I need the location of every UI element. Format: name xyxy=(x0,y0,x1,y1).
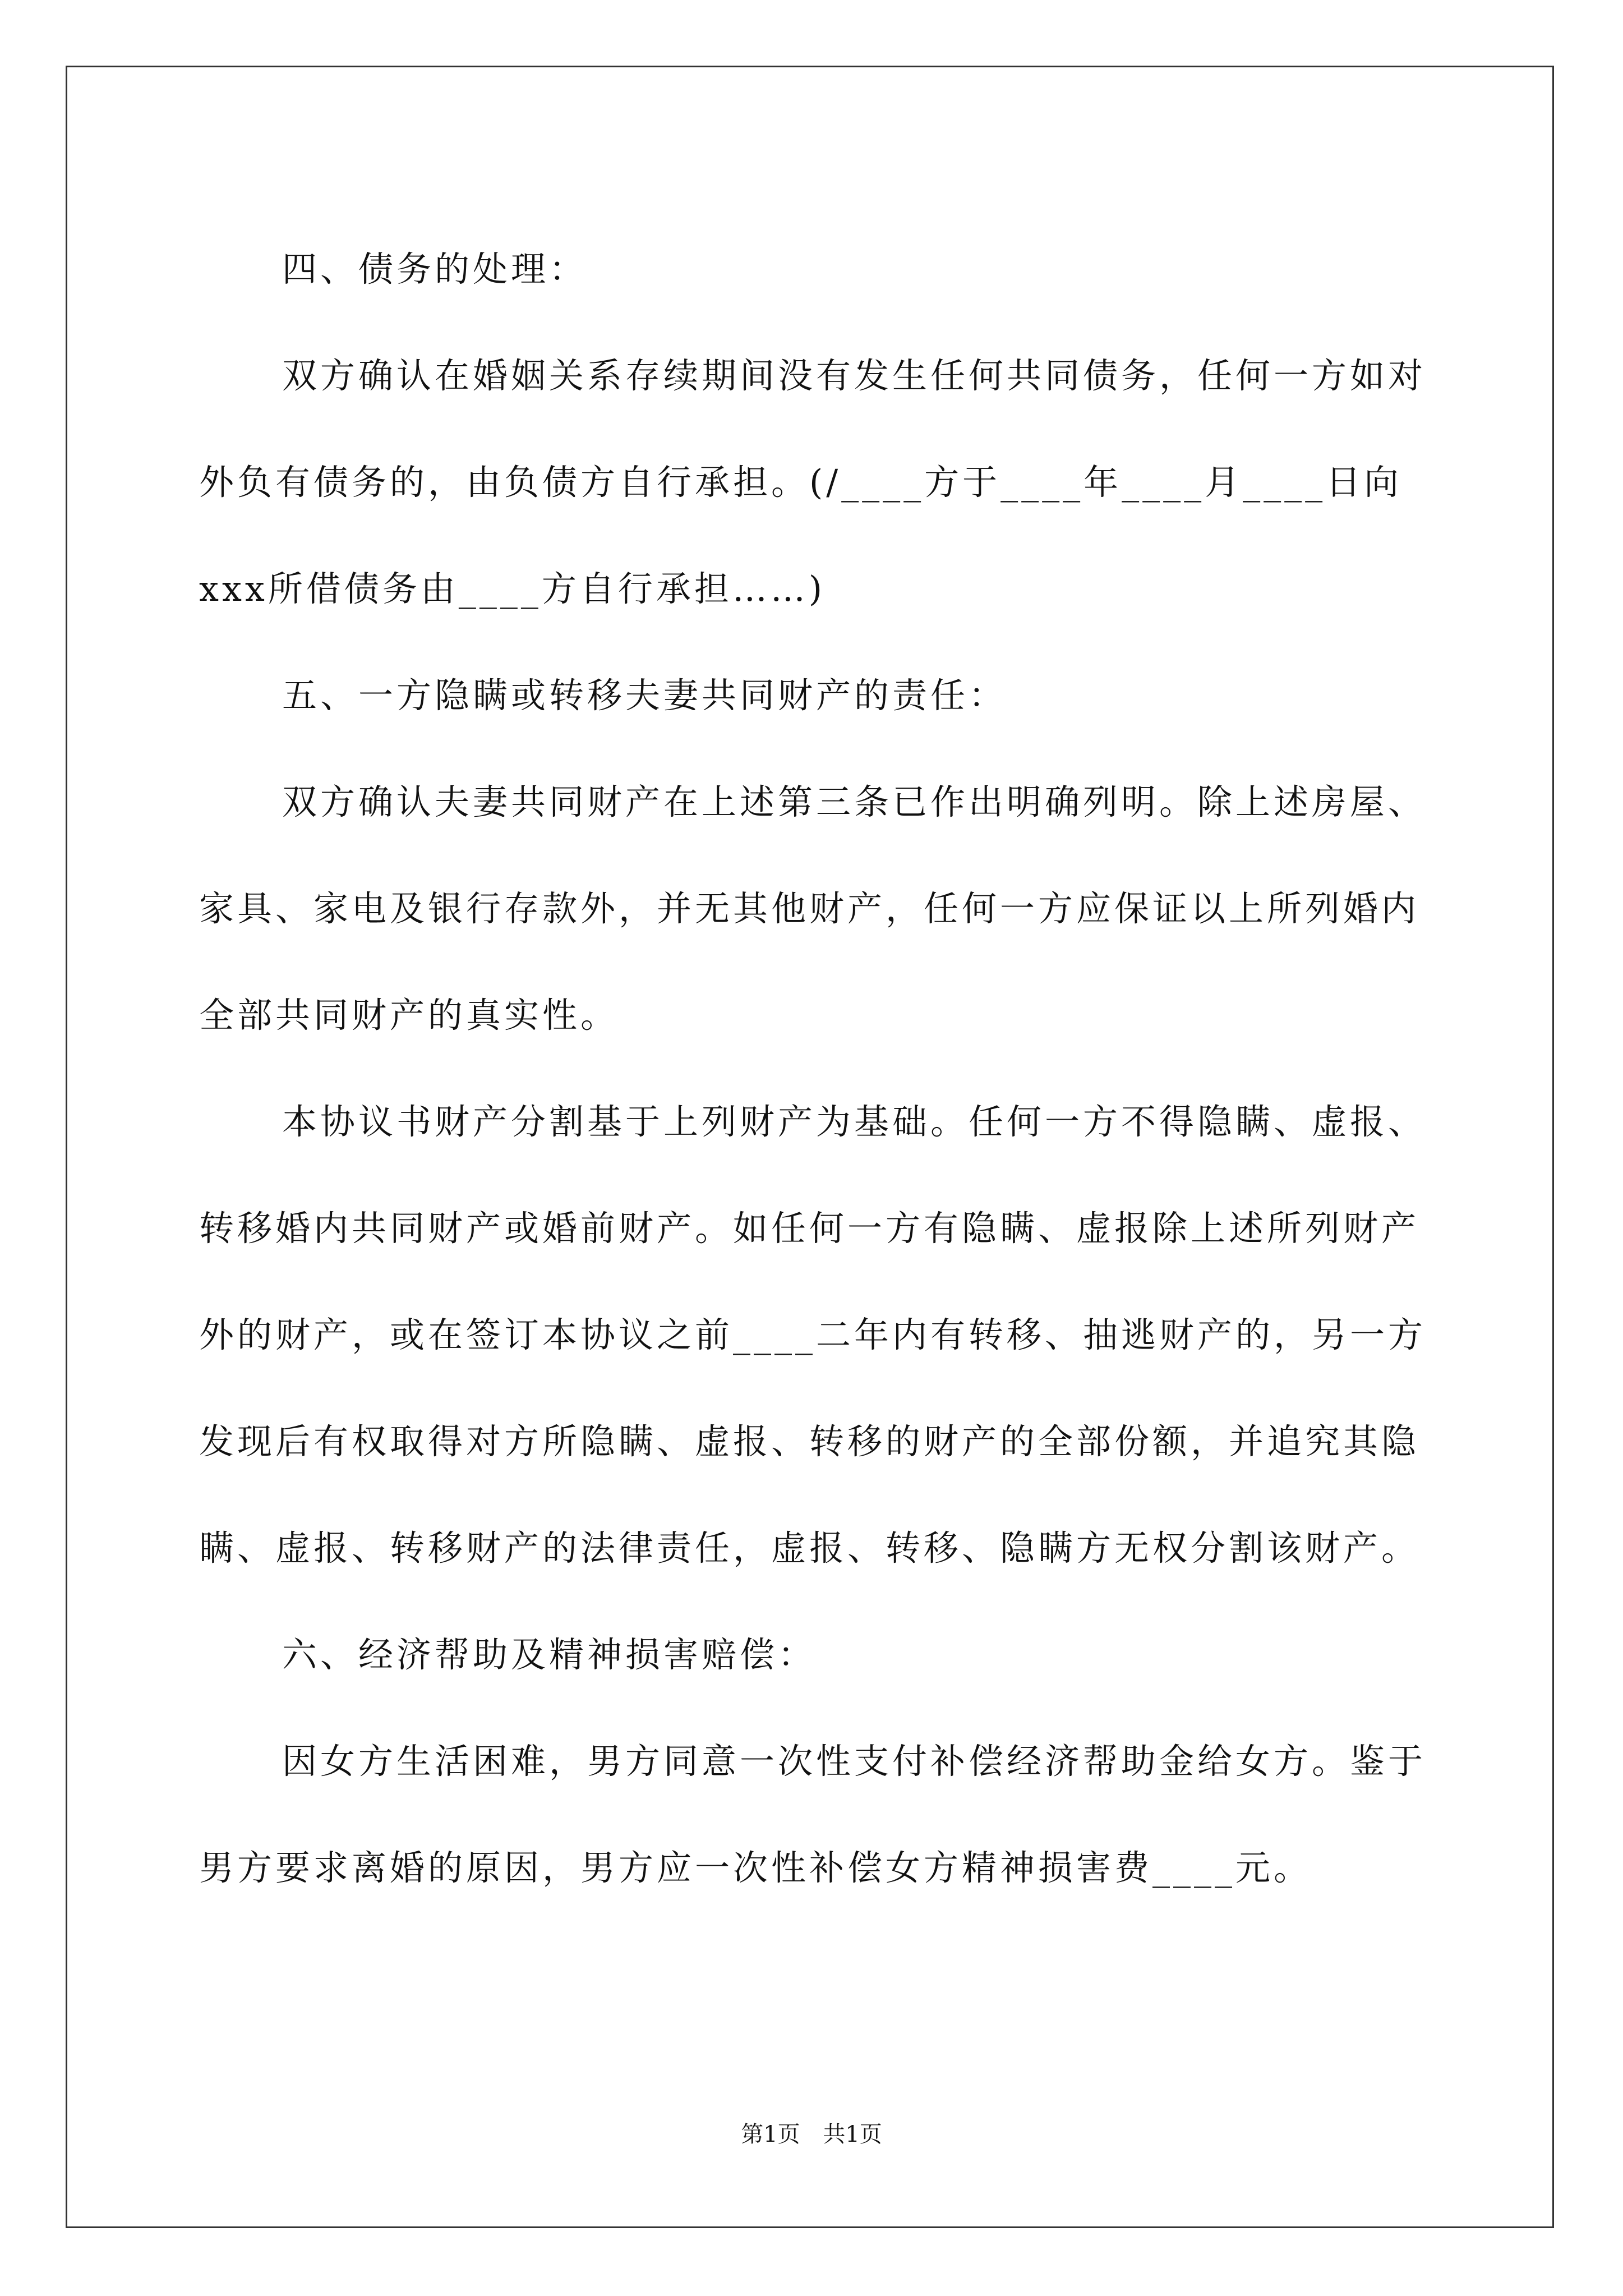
section-heading-debts: 四、债务的处理： xyxy=(282,249,588,289)
paragraph-debts: 双方确认在婚姻关系存续期间没有发生任何共同债务，任何一方如对外负有债务的，由负债方自行承担。(/____方于____年____月____日向xxx所借债务由____方自行承担……) xyxy=(199,355,1427,609)
paragraph-property-confirmation: 双方确认夫妻共同财产在上述第三条已作出明确列明。除上述房屋、家具、家电及银行存款外，并无其他财产，任何一方应保证以上所列婚内全部共同财产的真实性。 xyxy=(199,781,1427,1036)
page-number: 第1页 xyxy=(741,2122,800,2147)
section-heading-concealment: 五、一方隐瞒或转移夫妻共同财产的责任： xyxy=(282,675,1007,716)
paragraph-property-division: 本协议书财产分割基于上列财产为基础。任何一方不得隐瞒、虚报、转移婚内共同财产或婚前财产。如任何一方有隐瞒、虚报除上述所列财产外的财产，或在签订本协议之前____二年内有转移、抽逃财产的，另一方发现后有权取得对方所隐瞒、虚报、转移的财产的全部份额，并追究其隐瞒、虚报、转移财产的法律责任，虚报、转移、隐瞒方无权分割该财产。 xyxy=(199,1101,1427,1568)
page-total: 共1页 xyxy=(823,2122,882,2147)
page-footer xyxy=(0,2118,1623,2151)
paragraph-compensation: 因女方生活困难，男方同意一次性支付补偿经济帮助金给女方。鉴于男方要求离婚的原因，男方应一次性补偿女方精神损害费____元。 xyxy=(199,1741,1427,1888)
document-body xyxy=(199,216,1427,1921)
section-heading-compensation: 六、经济帮助及精神损害赔偿： xyxy=(282,1634,817,1675)
